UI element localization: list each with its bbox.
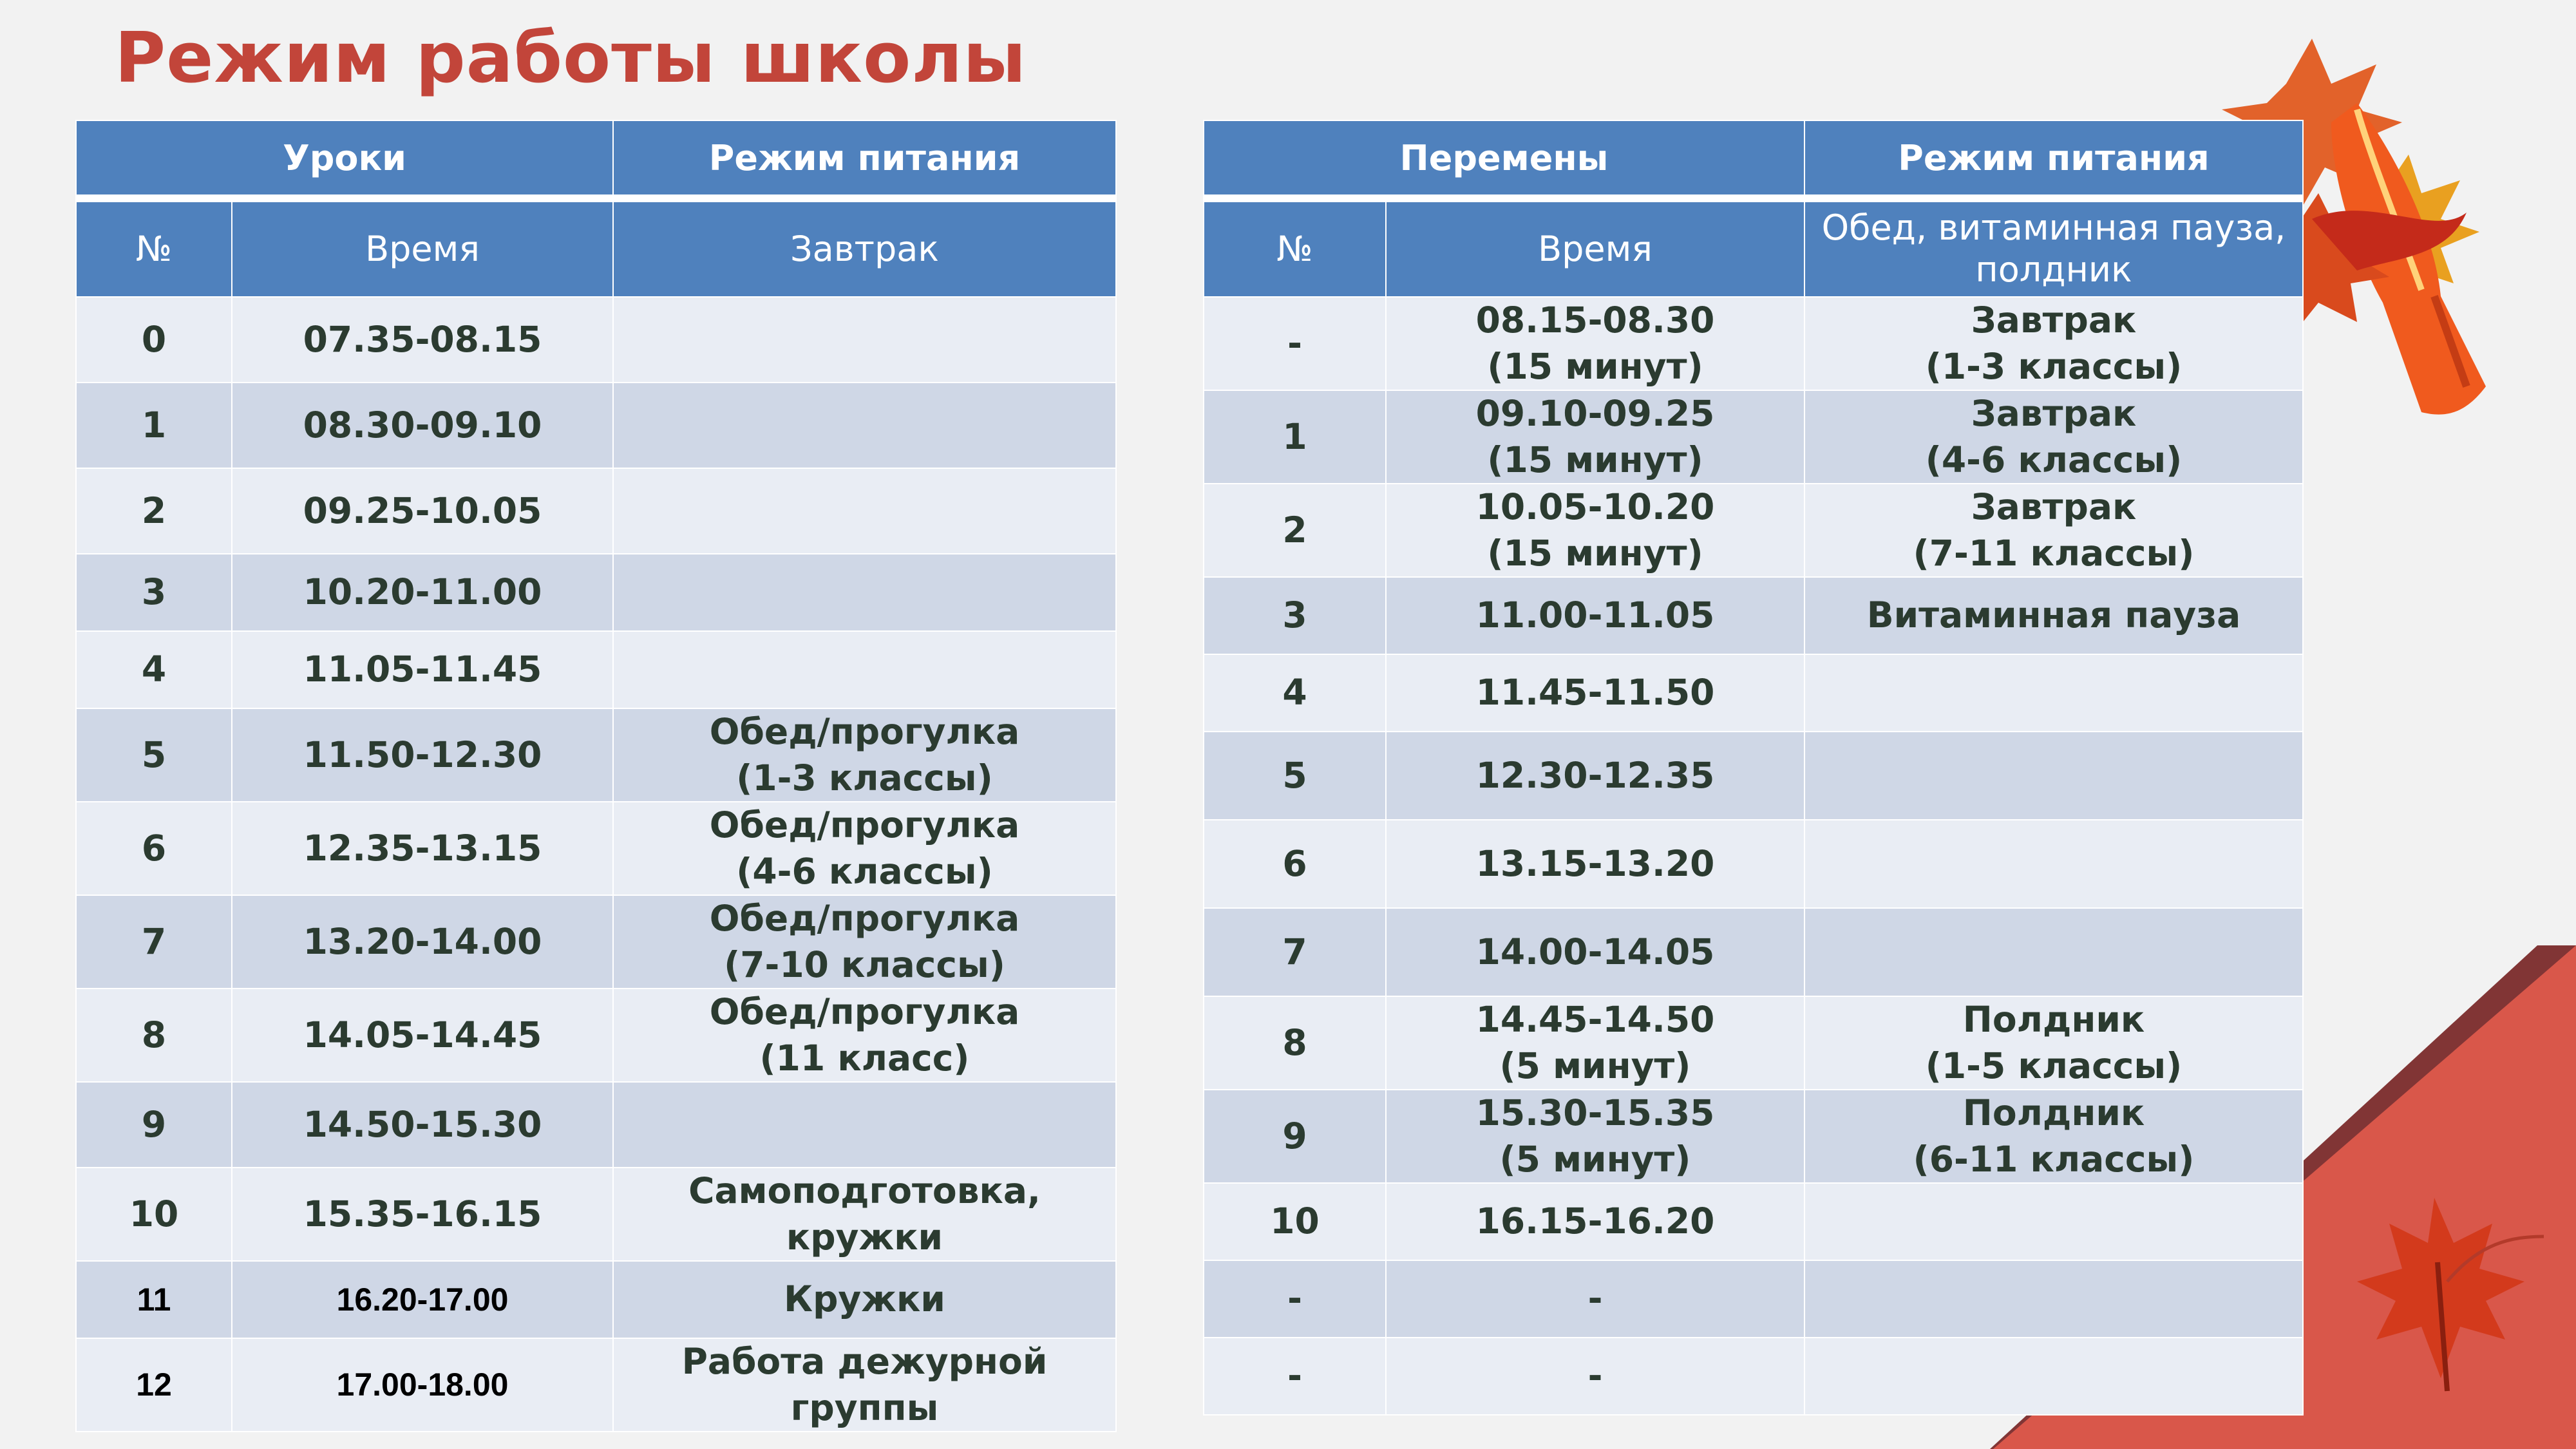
break-number-cell [1204, 1260, 1386, 1338]
lesson-number-cell-line: 11 [137, 1281, 171, 1318]
lesson-time-cell [232, 708, 613, 802]
time-column-header: Время [1386, 202, 1804, 297]
lesson-meal-cell [613, 1338, 1116, 1432]
lesson-number-cell [76, 1338, 232, 1432]
table-row [1204, 820, 2303, 908]
lesson-meal-cell-line: Самоподготовка, кружки [688, 1170, 1041, 1258]
lesson-number-cell [76, 554, 232, 631]
break-meal-cell [1804, 654, 2303, 732]
table-row [1204, 484, 2303, 577]
break-meal-cell [1804, 996, 2303, 1090]
break-number-cell-line: 1 [1282, 415, 1307, 457]
lesson-number-cell [76, 1261, 232, 1338]
lesson-number-cell [76, 297, 232, 383]
lesson-number-cell-line: 4 [141, 649, 167, 690]
table-row [76, 554, 1116, 631]
break-meal-cell [1804, 732, 2303, 820]
break-meal-cell-line: Завтрак [1971, 299, 2137, 341]
break-meal-cell [1804, 484, 2303, 577]
break-meal-cell-line: (1-5 классы) [1925, 1045, 2183, 1086]
break-number-cell [1204, 484, 1386, 577]
break-time-cell-line: 15.30-15.35 [1475, 1092, 1715, 1133]
lesson-meal-cell [613, 383, 1116, 468]
break-meal-cell [1804, 577, 2303, 654]
break-time-cell [1386, 1183, 1804, 1260]
break-meal-cell-line: (1-3 классы) [1925, 345, 2183, 387]
break-time-cell [1386, 1338, 1804, 1415]
lesson-meal-cell [613, 554, 1116, 631]
break-time-cell-line: 14.00-14.05 [1475, 931, 1715, 972]
lesson-number-cell [76, 383, 232, 468]
break-time-cell-line: 10.05-10.20 [1475, 486, 1715, 527]
lesson-time-cell [232, 1082, 613, 1168]
break-number-cell-line: - [1287, 322, 1302, 364]
table-row [1204, 732, 2303, 820]
lesson-number-cell-line: 12 [136, 1367, 172, 1403]
lesson-number-cell [76, 895, 232, 989]
lesson-number-cell-line: 5 [141, 734, 167, 775]
lesson-meal-cell [613, 802, 1116, 895]
break-time-cell-line: - [1587, 1355, 1603, 1397]
break-number-cell-line: - [1287, 1278, 1302, 1320]
break-number-cell-line: 10 [1270, 1200, 1320, 1242]
lesson-time-cell [232, 468, 613, 554]
break-meal-cell-line: (6-11 классы) [1913, 1138, 2195, 1180]
break-time-cell-line: 11.00-11.05 [1475, 594, 1715, 636]
breakfast-column-header: Завтрак [613, 202, 1116, 297]
lesson-number-cell [76, 708, 232, 802]
break-time-cell [1386, 1090, 1804, 1183]
table-row [76, 1338, 1116, 1432]
break-number-cell-line: 9 [1282, 1115, 1307, 1157]
break-time-cell-line: 08.15-08.30 [1475, 299, 1715, 341]
table-row [1204, 1183, 2303, 1260]
break-time-cell [1386, 577, 1804, 654]
lesson-meal-cell-line: Обед/прогулка [709, 898, 1020, 939]
break-time-cell [1386, 732, 1804, 820]
lesson-meal-cell [613, 1168, 1116, 1261]
table-row [76, 895, 1116, 989]
break-time-cell-line: 14.45-14.50 [1475, 999, 1715, 1040]
lesson-time-cell [232, 802, 613, 895]
table-row [1204, 577, 2303, 654]
break-time-cell [1386, 996, 1804, 1090]
break-time-cell-line: 12.30-12.35 [1475, 754, 1715, 796]
lesson-meal-cell-line: (7-10 классы) [724, 943, 1005, 985]
lesson-meal-cell [613, 989, 1116, 1082]
break-number-cell-line: 4 [1282, 672, 1307, 714]
lesson-time-cell [232, 895, 613, 989]
lesson-meal-cell-line: Кружки [784, 1278, 945, 1320]
break-meal-cell [1804, 390, 2303, 484]
lesson-number-cell [76, 468, 232, 554]
table-row [1204, 996, 2303, 1090]
break-number-cell [1204, 1090, 1386, 1183]
break-number-cell-line: 6 [1282, 842, 1307, 884]
table-row [1204, 390, 2303, 484]
break-meal-cell-line: Витаминная пауза [1866, 594, 2241, 636]
break-number-cell-line: 8 [1282, 1021, 1307, 1063]
lesson-time-cell-line: 11.05-11.45 [303, 649, 542, 690]
lesson-number-cell-line: 10 [129, 1193, 179, 1235]
lesson-time-cell [232, 1261, 613, 1338]
lessons-table [75, 120, 1117, 1432]
break-time-cell [1386, 297, 1804, 390]
table-row [76, 708, 1116, 802]
break-number-cell-line: - [1287, 1355, 1302, 1397]
lesson-time-cell-line: 12.35-13.15 [303, 827, 542, 869]
lesson-meal-cell-line: (11 класс) [759, 1037, 970, 1079]
lesson-number-cell [76, 1082, 232, 1168]
break-time-cell-line: - [1587, 1278, 1603, 1320]
break-time-cell-line: 09.10-09.25 [1475, 393, 1715, 434]
table-row [76, 989, 1116, 1082]
lesson-time-cell [232, 554, 613, 631]
break-number-cell [1204, 908, 1386, 996]
break-meal-cell-line: (7-11 классы) [1913, 532, 2195, 574]
lesson-number-cell-line: 9 [141, 1103, 167, 1145]
break-number-cell [1204, 1183, 1386, 1260]
break-number-cell-line: 2 [1282, 509, 1307, 551]
break-time-cell [1386, 1260, 1804, 1338]
break-meal-cell [1804, 297, 2303, 390]
time-column-header: Время [232, 202, 613, 297]
lesson-time-cell [232, 383, 613, 468]
break-meal-cell [1804, 1338, 2303, 1415]
lesson-time-cell-line: 11.50-12.30 [303, 734, 542, 775]
break-number-cell [1204, 820, 1386, 908]
table-row [1204, 908, 2303, 996]
lesson-meal-cell-line: Обед/прогулка [709, 804, 1020, 846]
lesson-meal-cell [613, 1082, 1116, 1168]
num-column-header: № [1204, 202, 1386, 297]
lesson-time-cell [232, 631, 613, 708]
lessons-header: Уроки [76, 120, 613, 195]
lesson-time-cell-line: 14.50-15.30 [303, 1103, 542, 1145]
lesson-number-cell [76, 631, 232, 708]
lesson-time-cell-line: 09.25-10.05 [303, 489, 542, 531]
lesson-time-cell-line: 08.30-09.10 [303, 404, 542, 446]
lesson-number-cell-line: 6 [141, 827, 167, 869]
break-meal-cell-line: (4-6 классы) [1925, 439, 2183, 480]
lesson-meal-cell-line: Обед/прогулка [709, 991, 1020, 1032]
break-number-cell [1204, 654, 1386, 732]
lesson-time-cell-line: 07.35-08.15 [303, 318, 542, 360]
break-meal-cell-line: Полдник [1962, 999, 2145, 1040]
table-row [1204, 654, 2303, 732]
lesson-time-cell [232, 989, 613, 1082]
break-time-cell [1386, 484, 1804, 577]
break-time-cell-line: 13.15-13.20 [1475, 842, 1715, 884]
lesson-number-cell-line: 1 [141, 404, 167, 446]
break-number-cell [1204, 996, 1386, 1090]
break-time-cell-line: (15 минут) [1487, 532, 1703, 574]
break-meal-cell-line: Завтрак [1971, 486, 2137, 527]
lesson-meal-cell [613, 1261, 1116, 1338]
lesson-number-cell [76, 1168, 232, 1261]
break-time-cell-line: (15 минут) [1487, 345, 1703, 387]
break-time-cell-line: 11.45-11.50 [1475, 672, 1715, 714]
lesson-number-cell [76, 989, 232, 1082]
lesson-number-cell-line: 0 [141, 318, 167, 360]
lesson-meal-cell-line: Обед/прогулка [709, 711, 1020, 752]
page-title: Режим работы школы [115, 18, 1027, 99]
break-time-cell [1386, 908, 1804, 996]
break-time-cell [1386, 390, 1804, 484]
table-row [76, 1261, 1116, 1338]
lesson-meal-cell-line: (4-6 классы) [736, 850, 993, 892]
break-number-cell-line: 5 [1282, 754, 1307, 796]
lesson-time-cell-line: 10.20-11.00 [303, 571, 542, 613]
break-number-cell [1204, 297, 1386, 390]
table-row [76, 383, 1116, 468]
lesson-number-cell-line: 7 [141, 920, 167, 962]
break-meal-cell-line: Завтрак [1971, 393, 2137, 434]
maple-leaf-icon [2331, 1185, 2544, 1397]
table-row [1204, 1338, 2303, 1415]
lesson-meal-cell [613, 631, 1116, 708]
table-row [76, 1168, 1116, 1261]
meal-column-header: Обед, витаминная пауза, полдник [1804, 202, 2303, 297]
lesson-meal-cell [613, 708, 1116, 802]
lesson-time-cell-line: 13.20-14.00 [303, 920, 542, 962]
break-meal-cell [1804, 1090, 2303, 1183]
lesson-time-cell-line: 15.35-16.15 [303, 1193, 542, 1235]
break-number-cell [1204, 732, 1386, 820]
break-meal-cell [1804, 1260, 2303, 1338]
break-number-cell-line: 3 [1282, 594, 1307, 636]
break-number-cell [1204, 1338, 1386, 1415]
table-row [76, 802, 1116, 895]
break-number-cell-line: 7 [1282, 931, 1307, 972]
lesson-time-cell-line: 16.20-17.00 [336, 1281, 509, 1318]
break-meal-cell [1804, 908, 2303, 996]
lesson-time-cell [232, 1338, 613, 1432]
break-time-cell-line: 16.15-16.20 [1475, 1200, 1715, 1242]
lesson-number-cell [76, 802, 232, 895]
table-row [76, 297, 1116, 383]
breaks-table [1203, 120, 2304, 1416]
lesson-time-cell-line: 17.00-18.00 [336, 1367, 509, 1403]
table-row [1204, 1260, 2303, 1338]
lesson-number-cell-line: 8 [141, 1014, 167, 1056]
lesson-time-cell [232, 297, 613, 383]
break-time-cell [1386, 654, 1804, 732]
break-time-cell-line: (5 минут) [1499, 1045, 1691, 1086]
lesson-meal-cell-line: Работа дежурной группы [681, 1341, 1048, 1428]
lesson-number-cell-line: 2 [141, 489, 167, 531]
break-meal-cell [1804, 1183, 2303, 1260]
lesson-meal-cell [613, 895, 1116, 989]
lesson-number-cell-line: 3 [141, 571, 167, 613]
table-row [76, 1082, 1116, 1168]
break-time-cell-line: (5 минут) [1499, 1138, 1691, 1180]
break-time-cell-line: (15 минут) [1487, 439, 1703, 480]
lesson-time-cell [232, 1168, 613, 1261]
break-meal-cell [1804, 820, 2303, 908]
table-row [1204, 1090, 2303, 1183]
break-number-cell [1204, 577, 1386, 654]
lesson-time-cell-line: 14.05-14.45 [303, 1014, 542, 1056]
num-column-header: № [76, 202, 232, 297]
break-time-cell [1386, 820, 1804, 908]
lesson-meal-cell-line: (1-3 классы) [736, 757, 993, 799]
lesson-meal-cell [613, 297, 1116, 383]
table-row [76, 631, 1116, 708]
lesson-meal-cell [613, 468, 1116, 554]
meal-header: Режим питания [613, 120, 1116, 195]
breaks-header: Перемены [1204, 120, 1804, 195]
table-row [1204, 297, 2303, 390]
break-number-cell [1204, 390, 1386, 484]
table-row [76, 468, 1116, 554]
meal-header: Режим питания [1804, 120, 2303, 195]
break-meal-cell-line: Полдник [1962, 1092, 2145, 1133]
